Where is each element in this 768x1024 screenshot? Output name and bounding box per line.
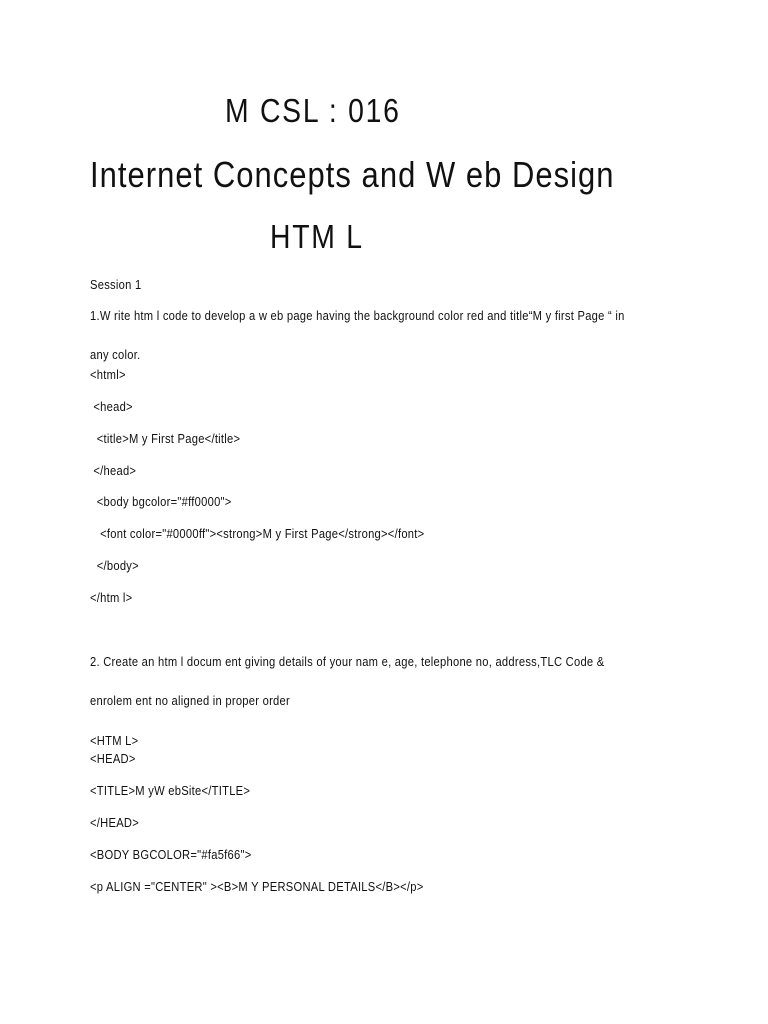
code-line: <title>M y First Page</title> (90, 431, 241, 446)
session-label: Session 1 (90, 277, 142, 292)
code-line: <HEAD> (90, 751, 136, 766)
code-line: <TITLE>M yW ebSite</TITLE> (90, 783, 251, 798)
code-line: </HEAD> (90, 815, 140, 830)
code-line: <font color="#0000ff"><strong>M y First Page</strong></font> (90, 526, 425, 541)
code-line: <p ALIGN ="CENTER" ><B>M Y PERSONAL DETAILS</B></p> (90, 879, 424, 894)
code-line: </body> (90, 558, 139, 573)
code-line: <body bgcolor="#ff0000"> (90, 494, 232, 509)
course-code-heading: M CSL : 016 (225, 92, 401, 129)
course-title-heading: Internet Concepts and W eb Design (90, 154, 615, 195)
code-line: <BODY BGCOLOR="#fa5f66"> (90, 847, 252, 862)
question-2-line-1: 2. Create an htm l docum ent giving details of your nam e, age, telephone no, address,TLC Code & (90, 654, 605, 669)
code-line: <HTM L> (90, 733, 139, 748)
code-line: </head> (90, 463, 137, 478)
code-line: </htm l> (90, 590, 133, 605)
question-1-line-1: 1.W rite htm l code to develop a w eb page having the background color red and title“M y first Page “ in (90, 308, 625, 323)
question-2-line-2: enrolem ent no aligned in proper order (90, 693, 290, 708)
code-line: <html> (90, 367, 126, 382)
question-1-line-2: any color. (90, 347, 141, 362)
topic-heading: HTM L (270, 218, 364, 255)
code-line: <head> (90, 399, 133, 414)
